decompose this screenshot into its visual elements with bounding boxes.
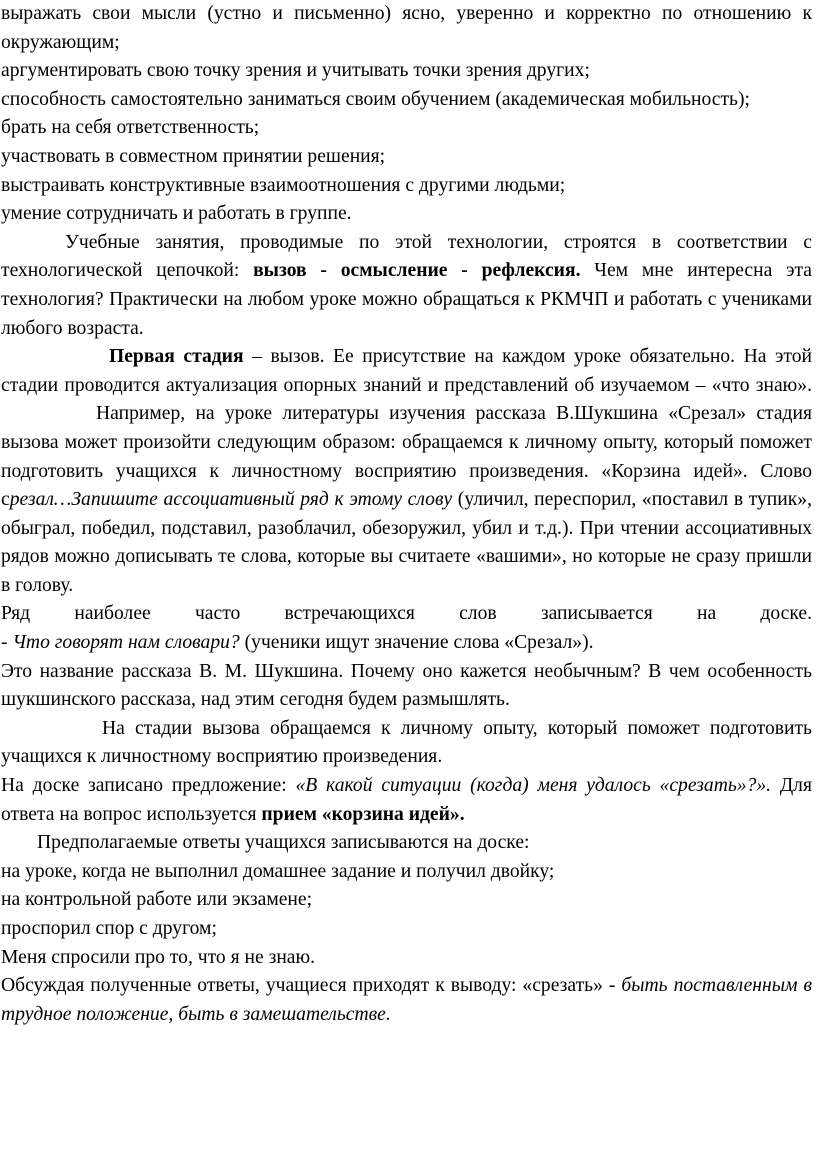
first-stage-heading: Первая стадия bbox=[109, 346, 244, 368]
list-item-express: выражать свои мысли (устно и письменно) ясно, уверенно и корректно по отношению к окружающим; bbox=[1, 3, 812, 53]
answer-item-argument: проспорил спор с другом; bbox=[1, 918, 217, 939]
answer-item-homework: на уроке, когда не выполнил домашнее задание и получил двойку; bbox=[1, 860, 555, 882]
paragraph-story-name: Это название рассказа В. М. Шукшина. Почему оно кажется необычным? В чем особенность шукшинского рассказа, над этим сегодня будем размышлять. bbox=[1, 660, 812, 711]
paragraph-first-stage: Первая стадия – вызов. Ее присутствие на каждом уроке обязательно. На этой стадии проводится актуализация опорных знаний и представлений об изучаемом – «что знаю». bbox=[1, 346, 812, 396]
list-item-responsibility: брать на себя ответственность; bbox=[1, 117, 260, 139]
paragraph-board-sentence: На доске записано предложение: «В какой ситуации (когда) меня удалось «срезать»?». Для ответа на вопрос используется прием «корзина идей». bbox=[1, 775, 812, 825]
answer-item-exam: на контрольной работе или экзамене; bbox=[1, 889, 313, 911]
list-item-cooperation: умение сотрудничать и работать в группе. bbox=[1, 203, 352, 225]
paragraph-call-stage: На стадии вызова обращаемся к личному опыту, который поможет подготовить учащихся к личностному восприятию произведения. bbox=[1, 717, 812, 768]
paragraph-conclusion: Обсуждая полученные ответы, учащиеся приходят к выводу: «срезать» - быть поставленным в трудное положение, быть в замешательстве. bbox=[1, 975, 813, 1025]
technology-chain: вызов - осмысление - рефлексия. bbox=[253, 260, 581, 282]
list-item-argue: аргументировать свою точку зрения и учитывать точки зрения других; bbox=[1, 60, 590, 82]
list-item-decision: участвовать в совместном принятии решения; bbox=[1, 145, 386, 167]
list-item-relations: выстраивать конструктивные взаимоотношения с другими людьми; bbox=[1, 174, 566, 196]
paragraph-row-words: Ряд наиболее часто встречающихся слов записывается на доске. bbox=[1, 603, 812, 625]
basket-of-ideas: прием «корзина идей». bbox=[261, 803, 465, 825]
paragraph-example: Например, на уроке литературы изучения рассказа В.Шукшина «Срезал» стадия вызова может произойти следующим образом: обращаемся к личному опыту, который поможет подготовить учащихся к личностному восприятию произведения. «Корзина идей». Слово срезал…Запишите ассоциативный ряд к этому слову (уличил, переспорил, «поставил в тупик», обыграл, победил, подставил, разоблачил, обезоружил, убил и т.д.). При чтении ассоциативных рядов можно дописывать те слова, которые вы считаете «вашими», но которые не сразу пришли в голову. bbox=[1, 403, 812, 596]
list-item-self-study: способность самостоятельно заниматься своим обучением (академическая мобильность); bbox=[1, 88, 750, 110]
paragraph-technology: Учебные занятия, проводимые по этой технологии, строятся в соответствии с технологической цепочкой: вызов - осмысление - рефлексия. Чем мне интересна эта технология? Практически на любом уроке можно обращаться к РКМЧП и работать с учениками любого возраста. bbox=[1, 231, 812, 339]
paragraph-dictionaries: - Что говорят нам словари? (ученики ищут значение слова «Срезал»). bbox=[1, 632, 594, 654]
paragraph-expected-answers: Предполагаемые ответы учащихся записываются на доске: bbox=[37, 832, 530, 854]
answer-item-unknown: Меня спросили про то, что я не знаю. bbox=[1, 946, 316, 968]
